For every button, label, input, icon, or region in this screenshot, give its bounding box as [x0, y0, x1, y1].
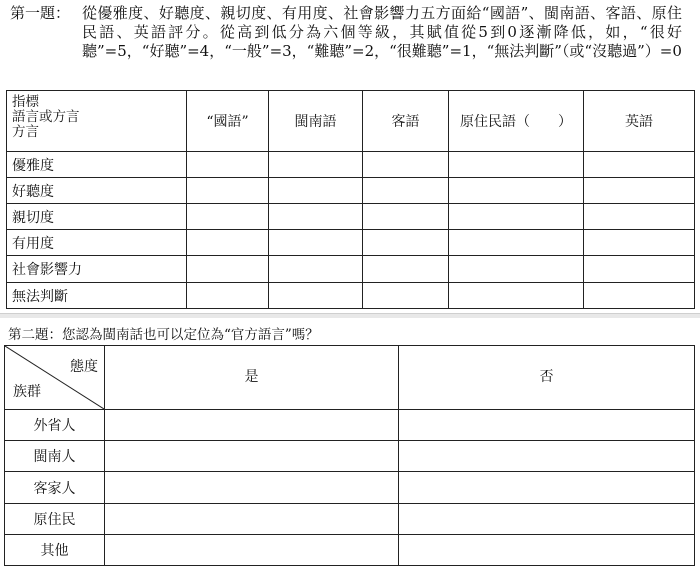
section-divider: [0, 313, 700, 318]
corner-label-dialect: 方言: [12, 124, 39, 140]
question-1-number: 第一題：: [10, 4, 71, 22]
answer-cell-no[interactable]: [399, 441, 695, 472]
answer-cell-yes[interactable]: [105, 472, 399, 504]
question-1-text: 從優雅度、好聽度、親切度、有用度、社會影響力五方面給“國語”、閩南語、客語、原住民語、英語評分。從高到低分為六個等級，其賦值從5到0逐漸降低，如，“很好聽”=5，“好聽”=4，“一般”=3，“難聽”=2，“很難聽”=1，“無法判斷”（或“沒聽過”）=0: [82, 4, 682, 60]
rating-cell[interactable]: [363, 283, 449, 309]
table-row: [7, 204, 695, 230]
table-row: [7, 152, 695, 178]
attitude-table-corner: [5, 346, 105, 410]
rating-cell[interactable]: [449, 230, 584, 256]
rating-cell[interactable]: [584, 230, 695, 256]
rating-cell[interactable]: [269, 178, 363, 204]
column-header-aboriginal: 原住民語（ ）: [449, 91, 584, 152]
rating-cell[interactable]: [584, 283, 695, 309]
rating-cell[interactable]: [269, 283, 363, 309]
rating-cell[interactable]: [449, 283, 584, 309]
answer-cell-yes[interactable]: [105, 535, 399, 566]
rating-cell[interactable]: [187, 256, 269, 283]
rating-cell[interactable]: [449, 152, 584, 178]
rating-cell[interactable]: [187, 283, 269, 309]
answer-cell-no[interactable]: [399, 535, 695, 566]
rating-cell[interactable]: [363, 204, 449, 230]
rating-cell[interactable]: [187, 152, 269, 178]
column-header-hakka: 客語: [363, 91, 449, 152]
answer-cell-yes[interactable]: [105, 441, 399, 472]
rating-cell[interactable]: [584, 256, 695, 283]
rating-cell[interactable]: [449, 204, 584, 230]
row-label-unable-to-judge: 無法判斷: [7, 283, 187, 309]
corner-label-attitude: 態度: [70, 359, 98, 375]
column-header-minnan: 閩南語: [269, 91, 363, 152]
row-label-friendliness: 親切度: [7, 204, 187, 230]
rating-cell[interactable]: [187, 178, 269, 204]
row-label-aboriginal: 原住民: [5, 504, 105, 535]
rating-table: [6, 90, 695, 309]
corner-label-language: 語言或方言: [12, 109, 80, 125]
table-row: [5, 535, 695, 566]
row-label-minnanren: 閩南人: [5, 441, 105, 472]
row-label-elegance: 優雅度: [7, 152, 187, 178]
rating-cell[interactable]: [584, 152, 695, 178]
rating-cell[interactable]: [269, 256, 363, 283]
question-2-text: 第二題：您認為閩南話也可以定位為“官方語言”嗎？: [8, 327, 319, 343]
row-label-waishengren: 外省人: [5, 410, 105, 441]
table-row: [5, 410, 695, 441]
rating-table-header-row: [7, 91, 695, 152]
rating-table-corner: [7, 91, 187, 152]
answer-cell-no[interactable]: [399, 504, 695, 535]
table-row: [5, 441, 695, 472]
answer-cell-no[interactable]: [399, 472, 695, 504]
column-header-mandarin: “國語”: [187, 91, 269, 152]
rating-cell[interactable]: [449, 178, 584, 204]
corner-label-group: 族群: [13, 384, 41, 400]
row-label-pleasantness: 好聽度: [7, 178, 187, 204]
rating-cell[interactable]: [187, 230, 269, 256]
table-row: [5, 472, 695, 504]
corner-label-indicator: 指標: [12, 94, 39, 110]
column-header-yes: 是: [105, 346, 399, 410]
column-header-english: 英語: [584, 91, 695, 152]
table-row: [7, 178, 695, 204]
row-label-other: 其他: [5, 535, 105, 566]
rating-cell[interactable]: [187, 204, 269, 230]
answer-cell-no[interactable]: [399, 410, 695, 441]
column-header-no: 否: [399, 346, 695, 410]
answer-cell-yes[interactable]: [105, 410, 399, 441]
rating-cell[interactable]: [363, 178, 449, 204]
rating-cell[interactable]: [363, 256, 449, 283]
table-row: [7, 283, 695, 309]
table-row: [7, 230, 695, 256]
rating-cell[interactable]: [584, 178, 695, 204]
attitude-table-header-row: [5, 346, 695, 410]
rating-cell[interactable]: [363, 230, 449, 256]
row-label-usefulness: 有用度: [7, 230, 187, 256]
rating-cell[interactable]: [269, 230, 363, 256]
table-row: [5, 504, 695, 535]
row-label-social-influence: 社會影響力: [7, 256, 187, 283]
rating-cell[interactable]: [363, 152, 449, 178]
rating-cell[interactable]: [269, 152, 363, 178]
attitude-table: [4, 345, 695, 566]
rating-cell[interactable]: [449, 256, 584, 283]
rating-cell[interactable]: [269, 204, 363, 230]
row-label-hakka: 客家人: [5, 472, 105, 504]
table-row: [7, 256, 695, 283]
answer-cell-yes[interactable]: [105, 504, 399, 535]
rating-cell[interactable]: [584, 204, 695, 230]
